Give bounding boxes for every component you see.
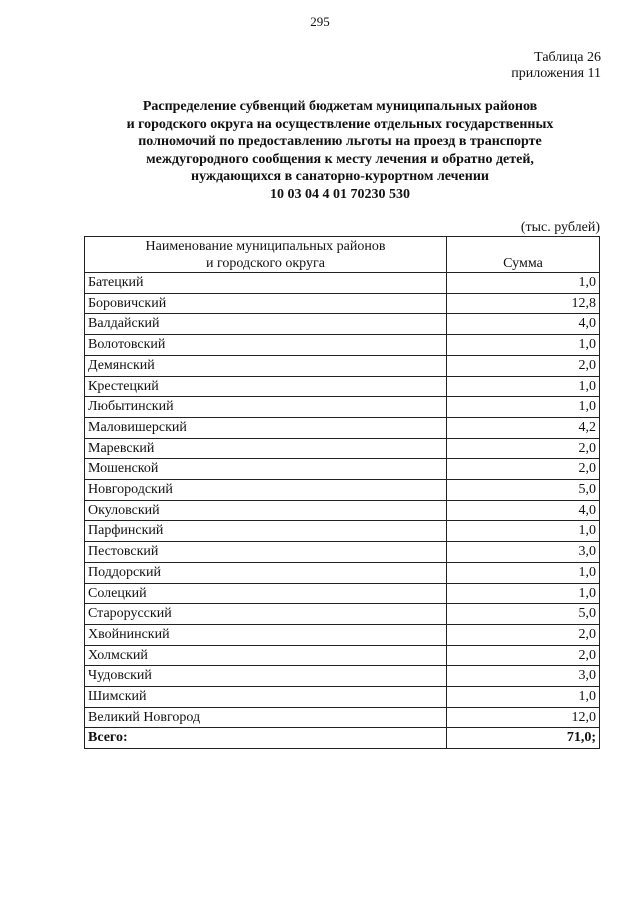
district-sum: 2,0 xyxy=(447,624,600,645)
district-name: Пестовский xyxy=(85,542,447,563)
table-row xyxy=(85,521,600,542)
district-sum: 1,0 xyxy=(447,376,600,397)
district-sum: 1,0 xyxy=(447,521,600,542)
district-name: Мошенской xyxy=(85,459,447,480)
district-name: Великий Новгород xyxy=(85,707,447,728)
district-sum: 1,0 xyxy=(447,583,600,604)
page-number: 295 xyxy=(310,14,330,29)
table-row xyxy=(85,459,600,480)
district-name: Чудовский xyxy=(85,666,447,687)
table-row xyxy=(85,335,600,356)
district-name: Маревский xyxy=(85,438,447,459)
district-name: Холмский xyxy=(85,645,447,666)
table-row xyxy=(85,687,600,708)
district-name: Старорусский xyxy=(85,604,447,625)
units-label: (тыс. рублей) xyxy=(520,220,600,235)
table-reference-line2: приложения 11 xyxy=(511,66,601,81)
district-name: Хвойнинский xyxy=(85,624,447,645)
district-name: Демянский xyxy=(85,355,447,376)
district-sum: 2,0 xyxy=(447,645,600,666)
subvention-table xyxy=(84,236,600,749)
table-row xyxy=(85,707,600,728)
table-row xyxy=(85,562,600,583)
district-name: Валдайский xyxy=(85,314,447,335)
district-name: Батецкий xyxy=(85,273,447,294)
district-sum: 1,0 xyxy=(447,687,600,708)
title-line: Распределение субвенций бюджетам муниципальных районов xyxy=(142,99,538,114)
district-name: Крестецкий xyxy=(85,376,447,397)
table-header-row xyxy=(85,237,600,273)
title-line: междугородного сообщения к месту лечения и обратно детей, xyxy=(146,151,534,167)
district-sum: 5,0 xyxy=(447,604,600,625)
header-name-line2: и городского округа xyxy=(206,256,325,271)
district-name: Солецкий xyxy=(85,583,447,604)
header-name-line1: Наименование муниципальных районов xyxy=(145,239,386,254)
table-reference-line1: Таблица 26 xyxy=(534,50,601,65)
district-sum: 3,0 xyxy=(447,666,600,687)
table-row xyxy=(85,314,600,335)
district-sum: 4,0 xyxy=(447,500,600,521)
district-name: Окуловский xyxy=(85,500,447,521)
table-row xyxy=(85,480,600,501)
district-sum: 1,0 xyxy=(447,397,600,418)
total-label: Всего: xyxy=(85,728,447,749)
table-row xyxy=(85,645,600,666)
district-name: Шимский xyxy=(85,687,447,708)
district-name: Маловишерский xyxy=(85,417,447,438)
district-sum: 12,0 xyxy=(447,707,600,728)
district-name: Волотовский xyxy=(85,335,447,356)
table-row xyxy=(85,417,600,438)
header-sum: Сумма xyxy=(447,237,600,273)
district-sum: 3,0 xyxy=(447,542,600,563)
district-name: Поддорский xyxy=(85,562,447,583)
title-line: и городского округа на осуществление отдельных государственных xyxy=(126,116,554,132)
table-row xyxy=(85,500,600,521)
table-row xyxy=(85,293,600,314)
district-sum: 2,0 xyxy=(447,355,600,376)
budget-code: 10 03 04 4 01 70230 530 xyxy=(270,186,410,202)
table-row xyxy=(85,397,600,418)
district-sum: 2,0 xyxy=(447,438,600,459)
table-row xyxy=(85,583,600,604)
title-line: полномочий по предоставлению льготы на проезд в транспорте xyxy=(138,134,542,149)
district-sum: 12,8 xyxy=(447,293,600,314)
table-row xyxy=(85,666,600,687)
table-row xyxy=(85,542,600,563)
document-title xyxy=(80,98,600,203)
header-name xyxy=(85,237,447,273)
table-row xyxy=(85,355,600,376)
table-row xyxy=(85,376,600,397)
district-sum: 2,0 xyxy=(447,459,600,480)
district-sum: 5,0 xyxy=(447,480,600,501)
district-name: Новгородский xyxy=(85,480,447,501)
total-sum: 71,0; xyxy=(447,728,600,749)
district-name: Парфинский xyxy=(85,521,447,542)
title-line: нуждающихся в санаторно-курортном лечении xyxy=(191,169,489,184)
table-row xyxy=(85,273,600,294)
district-sum: 4,0 xyxy=(447,314,600,335)
table-row xyxy=(85,438,600,459)
district-sum: 4,2 xyxy=(447,417,600,438)
table-row xyxy=(85,624,600,645)
district-sum: 1,0 xyxy=(447,335,600,356)
total-row xyxy=(85,728,600,749)
district-name: Любытинский xyxy=(85,397,447,418)
district-sum: 1,0 xyxy=(447,562,600,583)
table-row xyxy=(85,604,600,625)
district-name: Боровичский xyxy=(85,293,447,314)
district-sum: 1,0 xyxy=(447,273,600,294)
table-reference xyxy=(511,50,601,82)
